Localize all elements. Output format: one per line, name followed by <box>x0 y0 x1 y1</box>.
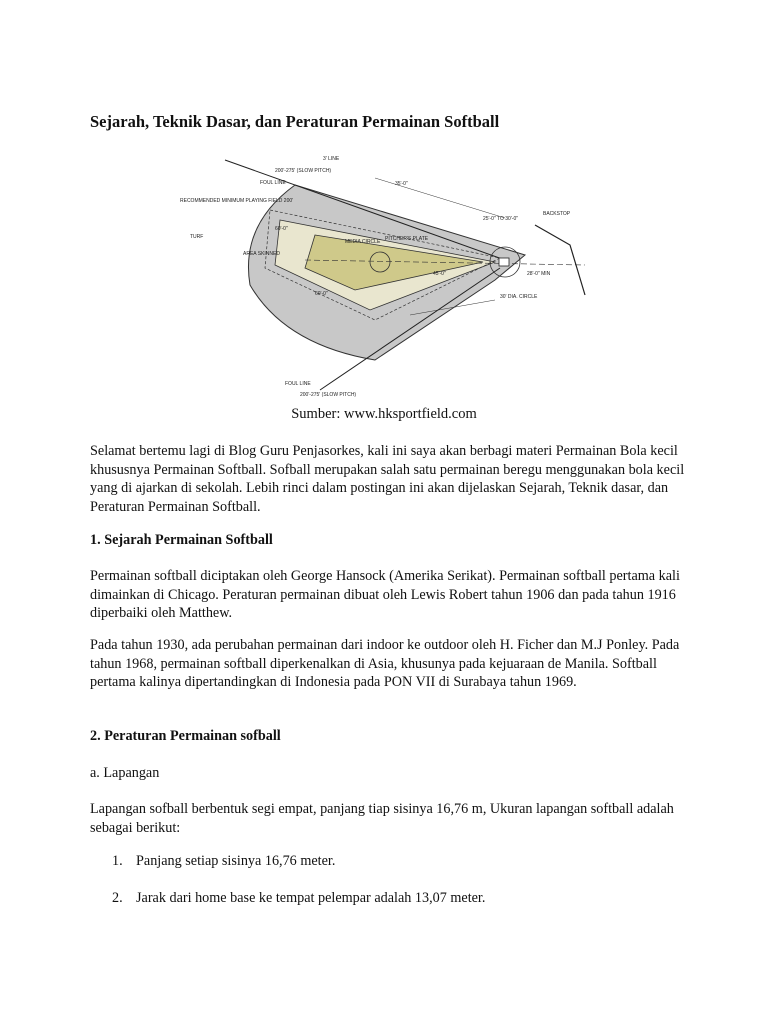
label-dim-35: 35'-0" <box>395 181 408 187</box>
label-foul-line-top: FOUL LINE <box>260 180 286 186</box>
label-slow-pitch-bottom: 200'-275' (SLOW PITCH) <box>300 392 357 398</box>
label-dim-60-top: 60'-0" <box>275 226 288 232</box>
label-slow-pitch-top: 200'-275' (SLOW PITCH) <box>275 168 332 174</box>
list-item <box>112 853 335 870</box>
section-heading-1: 1. Sejarah Permainan Softball <box>90 532 273 548</box>
label-dim-28: 28'-0" MIN <box>527 271 551 277</box>
label-dia-circle: 30' DIA. CIRCLE <box>500 294 538 300</box>
label-turf: TURF <box>190 234 204 240</box>
section2-paragraph-1: Lapangan sofball berbentuk segi empat, panjang tiap sisinya 16,76 m, Ukuran lapangan softball adalah sebagai berikut: <box>90 801 674 836</box>
label-base-line: 3' LINE <box>323 156 340 162</box>
section2-subheading: a. Lapangan <box>90 765 160 781</box>
list-item <box>112 890 485 907</box>
list-item-number: 2. <box>112 890 123 906</box>
label-area-skinned: AREA SKINNED <box>243 251 280 257</box>
label-pitchers-plate: PITCHER'S PLATE <box>385 236 429 242</box>
softball-field-diagram <box>165 150 610 400</box>
section-heading-2: 2. Peraturan Permainan sofball <box>90 728 281 744</box>
intro-paragraph: Selamat bertemu lagi di Blog Guru Penjasorkes, kali ini saya akan berbagi materi Permainan Bola kecil khususnya Permainan Softball. Sofball merupakan salah satu permainan beregu menggunakan bola kecil yang di ajarkan di sekolah. Lebih rinci dalam postingan ini akan dijelaskan Sejarah, Teknik dasar, dan Peraturan Permainan Softball. <box>90 443 685 515</box>
backstop <box>535 225 585 295</box>
section1-paragraph-1: Permainan softball diciptakan oleh George Hansock (Amerika Serikat). Permainan softball pertama kali dimainkan di Chicago. Peraturan permainan dibuat oleh Lewis Robert tahun 1906 dan pada tahun 1916 diperbaiki oleh Matthew. <box>90 568 680 621</box>
label-dim-60-bottom: 60'-0" <box>315 291 328 297</box>
list-item-text: Panjang setiap sisinya 16,76 meter. <box>136 853 336 869</box>
list-item-number: 1. <box>112 853 123 869</box>
figure-caption: Sumber: www.hksportfield.com <box>291 406 477 422</box>
label-backstop: BACKSTOP <box>543 211 571 217</box>
page-title: Sejarah, Teknik Dasar, dan Peraturan Permainan Softball <box>90 112 500 131</box>
label-media-circle: MEDIA CIRCLE <box>345 239 381 245</box>
label-foul-line-bottom: FOUL LINE <box>285 381 311 387</box>
section1-paragraph-2: Pada tahun 1930, ada perubahan permainan dari indoor ke outdoor oleh H. Ficher dan M.J Ponley. Pada tahun 1968, permainan softball diperkenalkan di Asia, khusunya pada kejuaraan de Manila. Softball pertama kalinya dipertandingkan di Indonesia pada PON VII di Surabaya tahun 1969. <box>90 637 680 690</box>
label-dim-25: 25'-0" TO 30'-0" <box>483 216 519 222</box>
list-item-text: Jarak dari home base ke tempat pelempar adalah 13,07 meter. <box>136 890 486 906</box>
label-dim-45: 45'-0" <box>433 271 446 277</box>
label-recommended: RECOMMENDED MINIMUM PLAYING FIELD 200' <box>180 198 294 204</box>
